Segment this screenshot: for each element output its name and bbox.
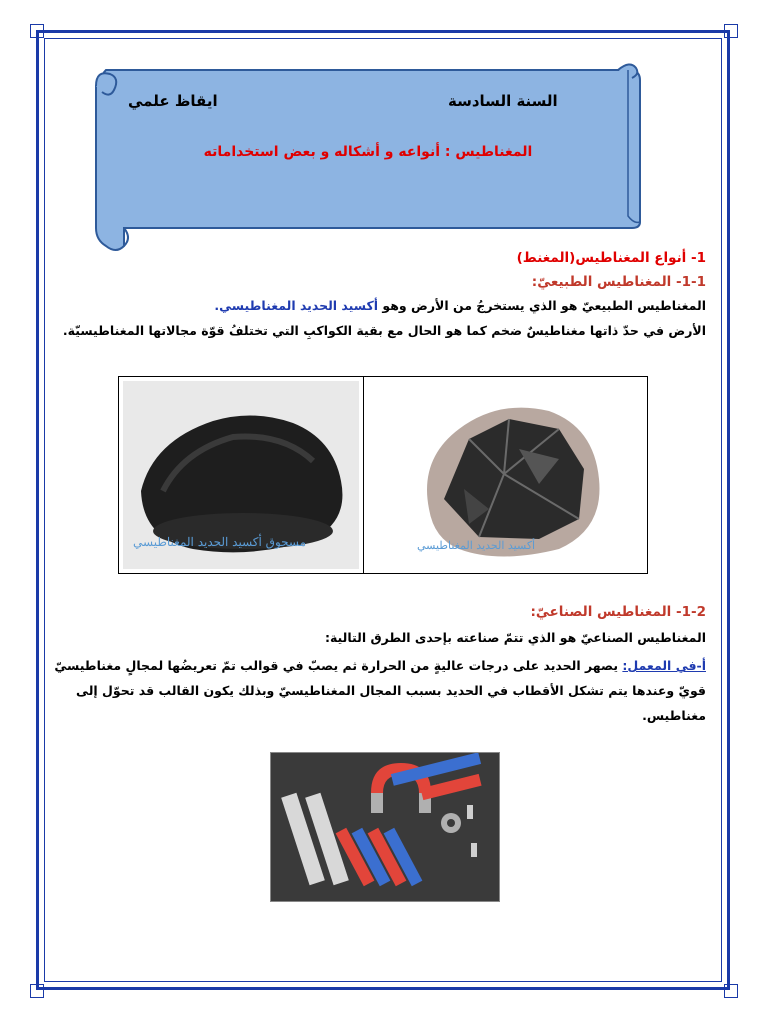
magnets-illustration bbox=[271, 753, 499, 901]
magnets-image bbox=[270, 752, 500, 902]
corner-ornament bbox=[724, 984, 738, 998]
photo-table bbox=[118, 376, 648, 574]
highlighted-term: أكسيد الحديد المغناطيسي. bbox=[214, 298, 379, 313]
grade-level: السنة السادسة bbox=[448, 92, 558, 110]
subheading-natural-magnet: 1-1- المغناطيس الطبيعيّ: bbox=[531, 274, 706, 290]
method-text: يصهر الحديد على درجات عاليةٍ من الحرارة ثم يصبّ في قوالب تمّ تعريضُها لمجالٍ مغناطيسيّ قويّ وعندها يتم تشكل الأقطاب في الحديد بسبب المجال المغناطيسيّ وبذلك يكون القالب قد تحوّل إلى مغناطيس. bbox=[54, 658, 706, 723]
paragraph-artificial-intro: المغناطيس الصناعيّ هو الذي تتمّ صناعته بإحدى الطرق التالية: bbox=[324, 630, 706, 645]
header-scroll-banner bbox=[88, 56, 648, 256]
crystal-caption: أكسيد الحديد المغناطيسي bbox=[417, 539, 536, 552]
corner-ornament bbox=[30, 984, 44, 998]
paragraph-lab-method bbox=[46, 653, 706, 728]
paragraph-text: المغناطيس الطبيعيّ هو الذي يستخرجُ من الأرض وهو bbox=[378, 298, 706, 313]
corner-ornament bbox=[30, 24, 44, 38]
section-2 bbox=[46, 604, 706, 728]
paragraph-earth-magnet: الأرض في حدّ ذاتها مغناطيسٌ ضخم كما هو الحال مع بقية الكواكبِ التي تختلفُ قوّة مجالاتها المغناطيسيّة. bbox=[62, 323, 706, 338]
paragraph-natural-magnet bbox=[46, 298, 706, 313]
corner-ornament bbox=[724, 24, 738, 38]
section-heading: 1- أنواع المغناطيس(المغنط) bbox=[516, 250, 706, 266]
subject-name: ايقاظ علمي bbox=[128, 92, 218, 110]
subheading-artificial-magnet: 1-2- المغناطيس الصناعيّ: bbox=[530, 604, 706, 620]
section-1 bbox=[46, 250, 706, 338]
lesson-title: المغناطيس : أنواعه و أشكاله و بعض استخداماته bbox=[203, 144, 533, 160]
powder-caption: مسحوق أكسيد الحديد المغناطيسي bbox=[133, 535, 307, 549]
table-divider bbox=[363, 377, 364, 573]
method-label: أ-في المعمل: bbox=[622, 658, 706, 673]
magnetite-crystal-image bbox=[409, 389, 609, 559]
